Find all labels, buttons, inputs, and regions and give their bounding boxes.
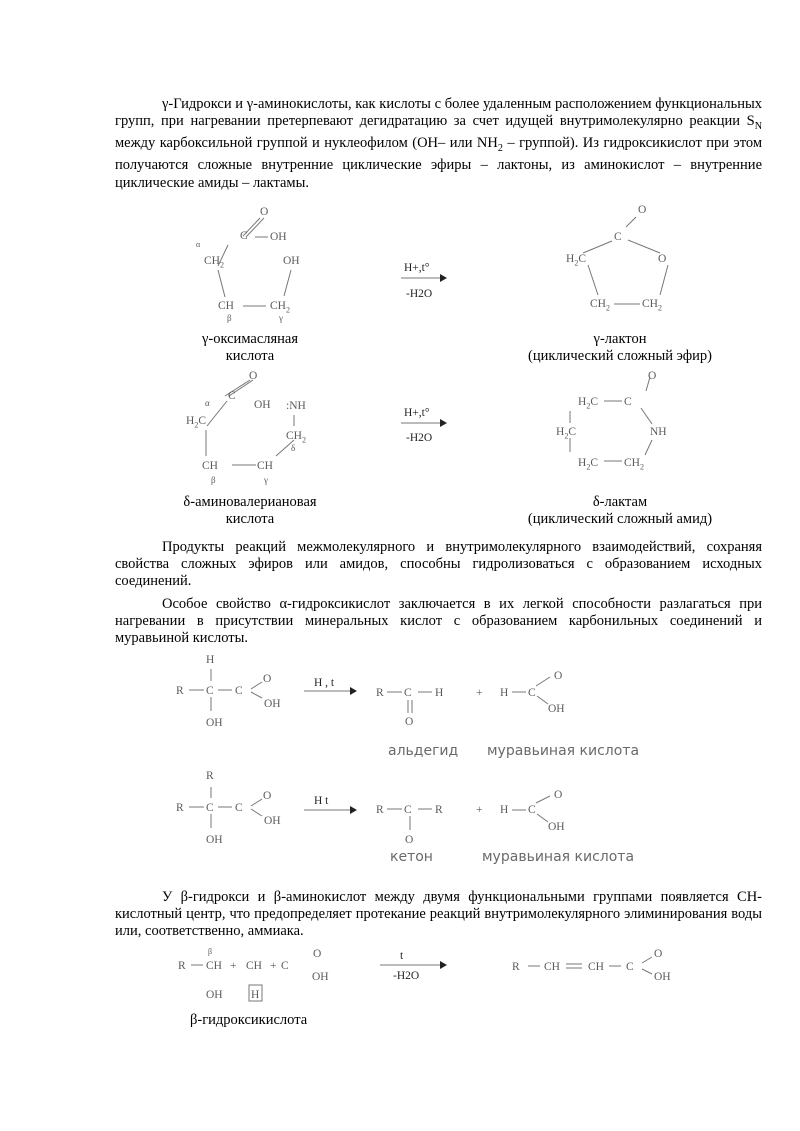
caption-gamma-hydroxybutyric: γ-оксимасляная кислота [201, 331, 299, 364]
paragraph-beta-elimination: У β-гидрокси и β-аминокислот между двумя функциональными группами появляется СН-кислотный центр, что предопределяет протекание реакций внутримолекулярного элиминирования воды или, соответственно, аммиака. [115, 889, 762, 940]
label-formic-acid-2: муравьиная кислота [482, 849, 635, 865]
caption-delta-lactam: δ-лактам (циклический сложный амид) [527, 494, 713, 527]
caption-beta-hydroxy: β-гидроксикислота [190, 1012, 308, 1028]
label-ketone: кетон [390, 849, 433, 865]
caption-delta-aminovaleric: δ-аминовалериановая кислота [183, 494, 317, 527]
paragraph-hydrolysis: Продукты реакций межмолекулярного и внутримолекулярного взаимодействий, сохраняя свойства сложных эфиров или амидов, способны гидролизоваться с образованием исходных соединений. [115, 539, 762, 590]
caption-gamma-lactone: γ-лактон (циклический сложный эфир) [528, 331, 712, 364]
label-aldehyde: альдегид [388, 743, 459, 759]
paragraph-intro: γ-Гидрокси и γ-аминокислоты, как кислоты с более удаленным расположением функциональных групп, при нагревании претерпевают дегидратацию за счет идущей внутримолекулярно реакции $S_N$ между карбоксильной группой и нуклеофилом (OH– или $NH_2$ – группой). Из гидроксикислот при этом получаются сложные внутренние циклические эфиры – лактоны, из аминокислот – внутренние циклические амиды – лактамы. [115, 96, 762, 191]
label-formic-acid-1: муравьиная кислота [487, 743, 640, 759]
paragraph-alpha-hydroxy: Особое свойство α-гидроксикислот заключается в их легкой способности разлагаться при нагревании в присутствии минеральных кислот с образованием карбонильных соединений и муравьиной кислоты. [115, 596, 762, 647]
